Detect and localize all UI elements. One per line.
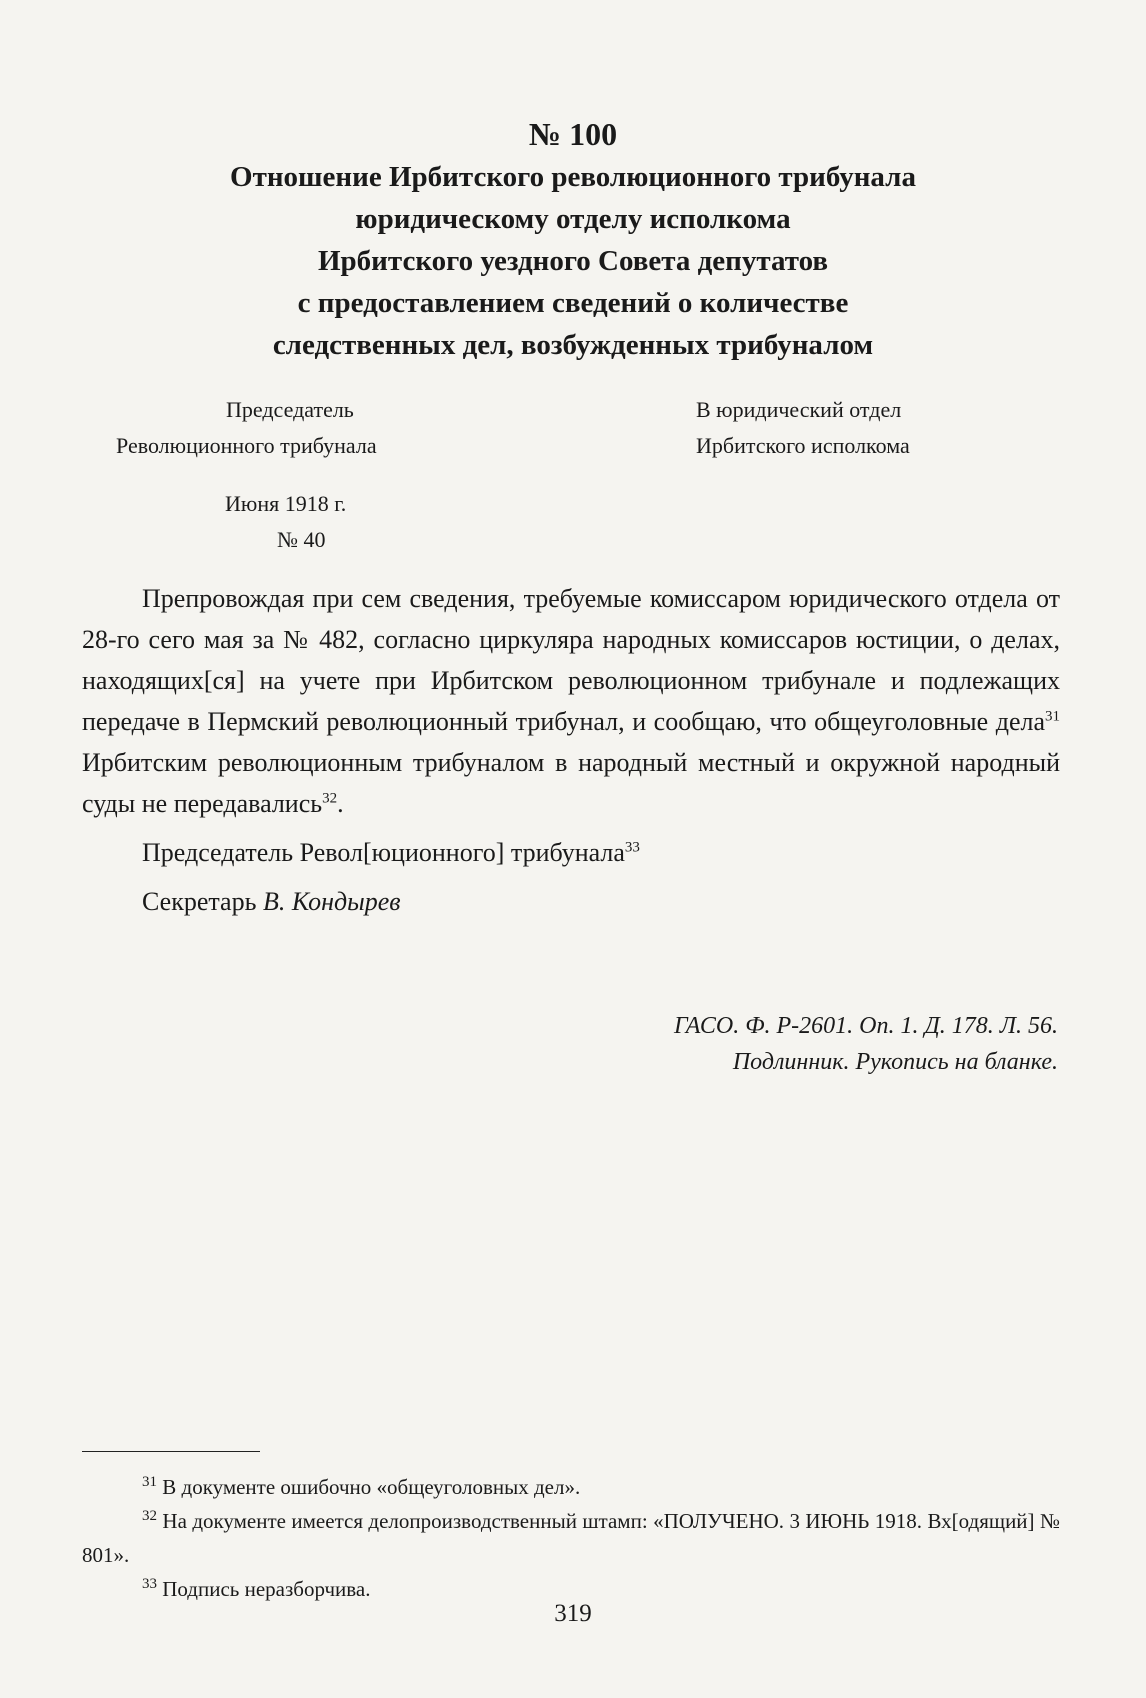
chairman-signature xyxy=(82,832,1060,873)
footnote-text: Подпись неразборчива. xyxy=(157,1577,371,1601)
footnote-ref: 31 xyxy=(1045,708,1060,725)
title-line: юридическому отделу исполкома xyxy=(355,203,791,235)
secretary-signature xyxy=(82,881,1060,922)
signature-text: Председатель Револ[юционного] трибунала xyxy=(142,838,625,867)
letter-body xyxy=(82,578,1060,922)
footnote-ref: 33 xyxy=(624,839,640,856)
document-number: № 100 xyxy=(528,116,618,152)
sender-block xyxy=(116,392,377,464)
title-line: с предоставлением сведений о количестве xyxy=(297,287,849,319)
archival-source xyxy=(674,1008,1058,1080)
date-block xyxy=(225,486,346,558)
page-number: 319 xyxy=(554,1600,592,1627)
secretary-name: В. Кондырев xyxy=(262,887,401,916)
document-header xyxy=(0,112,1146,366)
footnote-text: В документе ошибочно «общеуголовных дел». xyxy=(157,1475,581,1499)
footnotes xyxy=(82,1470,1060,1606)
paragraph-text: Ирбитским революционным трибуналом в народный местный и окружной народный суды не передавались xyxy=(82,748,1060,818)
sender-line: Председатель xyxy=(226,397,354,422)
paragraph-text: . xyxy=(337,789,344,818)
title-line: Ирбитского уездного Совета депутатов xyxy=(317,245,829,277)
recipient-line: Ирбитского исполкома xyxy=(696,433,910,458)
title-line: следственных дел, возбужденных трибуналом xyxy=(272,329,874,361)
signature-label: Секретарь xyxy=(142,887,263,916)
footnote xyxy=(82,1470,1060,1504)
title-line: Отношение Ирбитского революционного трибунала xyxy=(230,161,916,193)
date-line: Июня 1918 г. xyxy=(225,491,347,516)
footnote-number: 31 xyxy=(142,1474,157,1490)
footnote xyxy=(82,1504,1060,1572)
source-note: Подлинник. Рукопись на бланке. xyxy=(732,1049,1058,1075)
document-title xyxy=(0,156,1146,366)
footnote-ref: 32 xyxy=(322,790,338,807)
sender-line: Революционного трибунала xyxy=(116,433,377,458)
recipient-line: В юридический отдел xyxy=(696,397,902,422)
outgoing-number: № 40 xyxy=(277,527,326,552)
footnote-number: 32 xyxy=(142,1508,157,1524)
recipient-block xyxy=(696,392,910,464)
footnote-divider xyxy=(82,1451,260,1452)
footnote-number: 33 xyxy=(142,1576,157,1592)
archive-reference: ГАСО. Ф. Р-2601. Оп. 1. Д. 178. Л. 56. xyxy=(673,1013,1058,1039)
footnote-text: На документе имеется делопроизводственный штамп: «ПОЛУЧЕНО. 3 ИЮНЬ 1918. Вх[одящий] № 801». xyxy=(82,1509,1060,1567)
paragraph-text: Препровождая при сем сведения, требуемые комиссаром юридического отдела от 28-го сего мая за № 482, согласно циркуляра народных комиссаров юстиции, о делах, находящих[ся] на учете при Ирбитском революционном трибунале и подлежащих передаче в Пермский революционный трибунал, и сообщаю, что общеуголовные дела xyxy=(82,584,1060,736)
main-paragraph xyxy=(82,578,1060,824)
